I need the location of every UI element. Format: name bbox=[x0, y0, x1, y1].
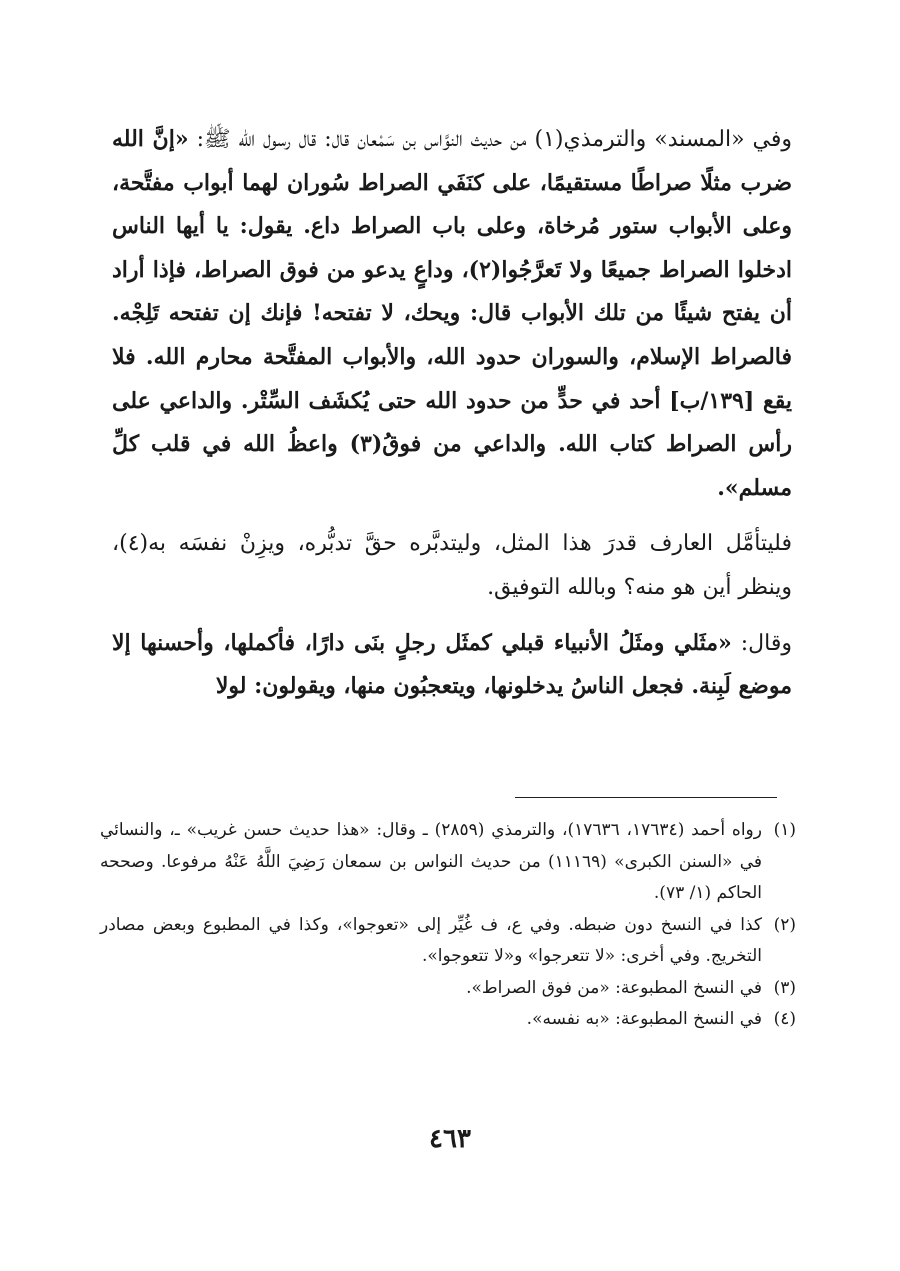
footnote-number: (١) bbox=[773, 820, 796, 840]
paragraph-hadith-prophets bbox=[112, 622, 792, 709]
footnote-number: (٢) bbox=[773, 914, 796, 935]
footnote-text: في النسخ المطبوعة: «من فوق الصراط». bbox=[466, 977, 762, 998]
footnote-2 bbox=[100, 910, 796, 973]
paragraph-lead: وقال: bbox=[731, 630, 792, 656]
page-number: ٤٦٣ bbox=[429, 1124, 471, 1154]
footnotes bbox=[100, 815, 796, 1036]
footnote-1 bbox=[100, 815, 796, 910]
paragraph-lead: وفي «المسند» والترمذي(١) من حديث النوَّاس بن سَمْعان قال: قال رسول الله ﷺ: bbox=[188, 127, 792, 152]
footnote-separator bbox=[515, 797, 777, 798]
footnote-text: رواه أحمد (١٧٦٣٤، ١٧٦٣٦)، والترمذي (٢٨٥٩) ـ وقال: «هذا حديث حسن غريب» ـ، والنسائي في «السنن الكبرى» (١١١٦٩) من حديث النواس بن سمعان رَضِيَ اللَّهُ عَنْهُ مرفوعا. وصححه الحاكم (١/ ٧٣). bbox=[100, 820, 763, 903]
footnote-text: في النسخ المطبوعة: «به نفسه». bbox=[526, 1009, 762, 1029]
footnote-number: (٣) bbox=[773, 977, 796, 998]
footnote-number: (٤) bbox=[773, 1009, 796, 1029]
paragraph-hadith-sirat bbox=[112, 118, 792, 510]
paragraph-lead: فليتأمَّل العارف قدرَ هذا المثل، وليتدبَّره حقَّ تدبُّره، ويزِنْ نفسَه به(٤)، وينظر أين هو منه؟ وبالله التوفيق. bbox=[112, 531, 792, 600]
paragraph-reflection bbox=[112, 522, 792, 609]
hadith-text: «إنَّ الله ضرب مثلًا صراطًا مستقيمًا، على كنَفَي الصراط سُوران لهما أبواب مفتَّحة، وعلى الأبواب ستور مُرخاة، وعلى باب الصراط داع. يقول: يا أيها الناس ادخلوا الصراط جميعًا ولا تَعرَّجُوا(٢)، وداعٍ يدعو من فوق الصراط، فإذا أراد أن يفتح شيئًا من تلك الأبواب قال: ويحك، لا تفتحه! فإنك إن تفتحه تَلِجْه. فالصراط الإسلام، والسوران حدود الله، والأبواب المفتَّحة محارم الله. فلا يقع [١٣٩/ب] أحد في حدٍّ من حدود الله حتى يُكشَف السِّتْر. والداعي على رأس الصراط كتاب الله. والداعي من فوقُ(٣) واعظُ الله في قلب كلِّ مسلم». bbox=[112, 126, 793, 501]
main-text bbox=[112, 118, 792, 721]
footnote-text: كذا في النسخ دون ضبطه. وفي ع، ف غُيِّر إلى «تعوجوا»، وكذا في المطبوع وبعض مصادر التخريج. وفي أخرى: «لا تتعرجوا» و«لا تتعوجوا». bbox=[100, 914, 762, 966]
hadith-text: «مثَلي ومثَلُ الأنبياء قبلي كمثَل رجلٍ بنَى دارًا، فأكملها، وأحسنها إلا موضع لَبِنة. فجعل الناسُ يدخلونها، ويتعجبُون منها، ويقولون: لولا bbox=[112, 629, 792, 700]
footnote-3 bbox=[100, 973, 796, 1005]
footnote-4 bbox=[100, 1004, 796, 1036]
